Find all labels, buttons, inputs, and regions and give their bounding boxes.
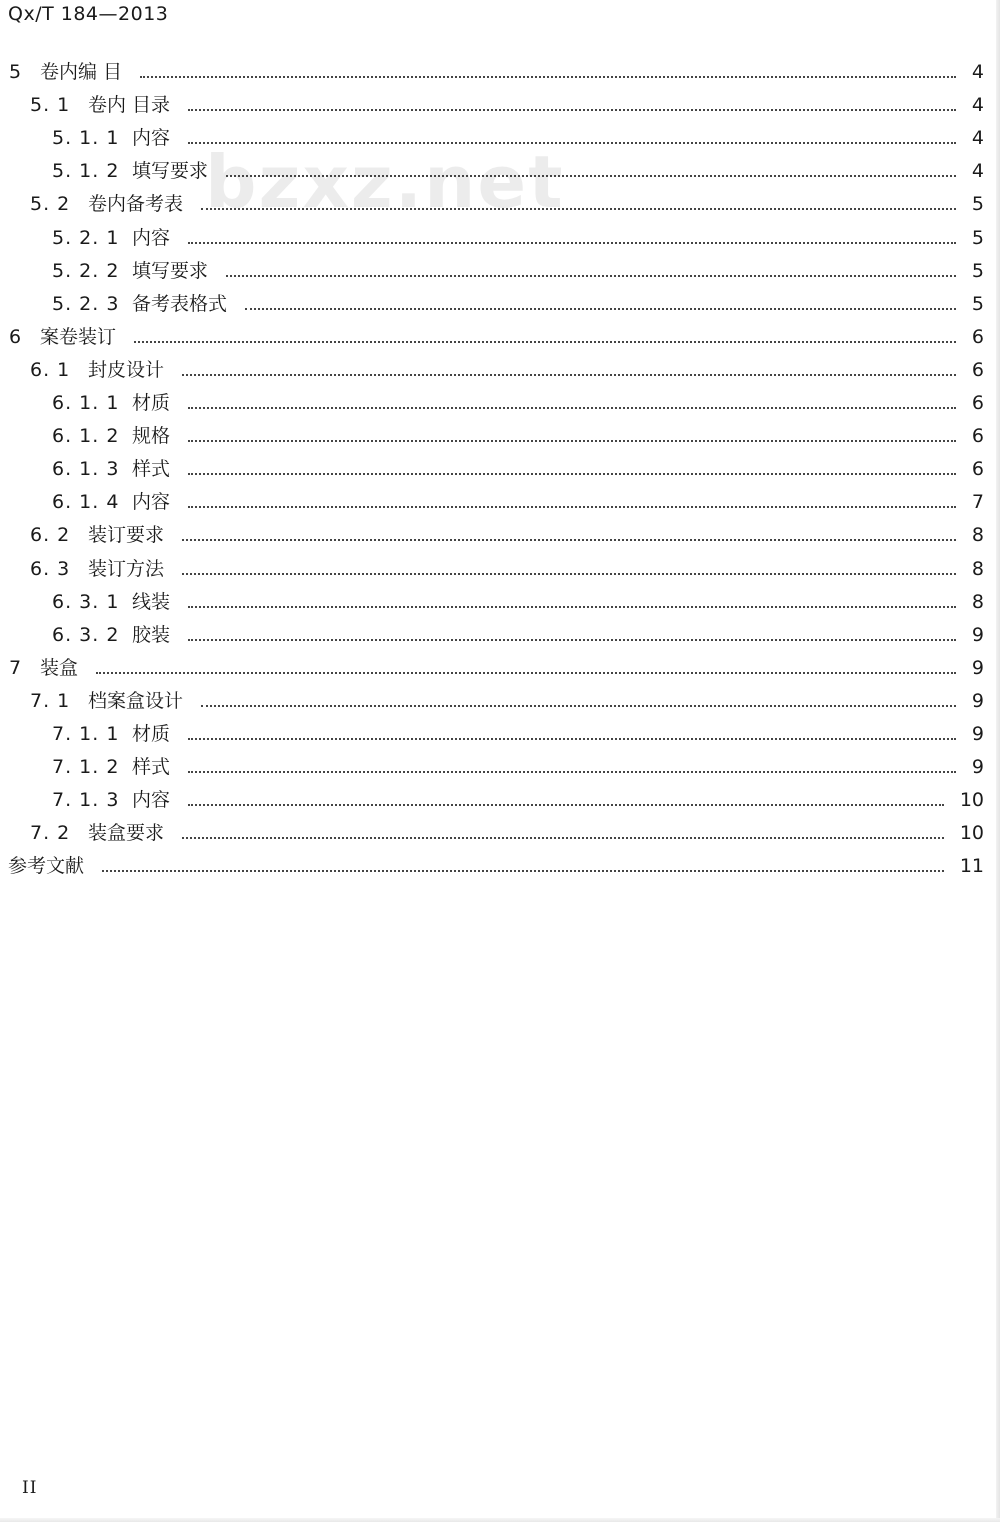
page-bottom-shadow — [0, 1518, 1000, 1522]
standard-code-header: Qx/T 184—2013 — [8, 3, 169, 25]
toc-entry-title: 档案盒设计 — [88, 689, 184, 712]
toc-entry[interactable] — [0, 420, 1000, 453]
toc-entry-title: 装订要求 — [88, 524, 165, 547]
toc-entry-page: 4 — [971, 160, 984, 183]
toc-entry-page: 5 — [971, 259, 984, 282]
page-number: II — [22, 1478, 38, 1498]
toc-entry-page: 5 — [971, 292, 984, 315]
toc-entry-title: 填写要求 — [132, 259, 209, 282]
toc-entry-page: 9 — [971, 656, 984, 679]
toc-entry-page: 9 — [971, 723, 984, 745]
toc-entry-number: 5. 2. 3 — [52, 292, 120, 315]
toc-entry-title: 样式 — [132, 458, 171, 481]
toc-entry-page: 6 — [971, 325, 984, 348]
toc-entry-number: 7 — [9, 656, 23, 679]
toc-entry-number: 6. 3. 1 — [52, 590, 120, 613]
toc-dot-leader — [188, 407, 956, 409]
toc-entry-page: 8 — [971, 524, 984, 547]
toc-entry-title: 规格 — [132, 425, 171, 448]
toc-entry-number: 6. 1. 2 — [52, 425, 120, 448]
toc-dot-leader — [140, 76, 956, 78]
toc-entry[interactable] — [0, 553, 1000, 586]
toc-entry-page: 6 — [971, 392, 984, 414]
toc-entry-page: 4 — [971, 94, 984, 117]
toc-entry-title: 装订方法 — [88, 557, 165, 580]
toc-entry-title: 卷内 目录 — [88, 94, 171, 117]
toc-dot-leader — [182, 573, 956, 575]
toc-dot-leader — [188, 440, 956, 442]
toc-entry-number: 7. 2 — [30, 822, 71, 845]
toc-entry-title: 材质 — [132, 723, 171, 745]
toc-entry-number: 5. 2 — [30, 193, 71, 216]
toc-entry-number: 6. 3. 2 — [52, 623, 120, 646]
toc-entry-title: 卷内编 目 — [40, 61, 123, 83]
toc-entry[interactable] — [0, 56, 1000, 89]
toc-entry-page: 9 — [971, 623, 984, 646]
toc-entry[interactable] — [0, 685, 1000, 718]
toc-entry-title: 胶装 — [132, 623, 171, 646]
toc-entry-number: 5 — [9, 61, 23, 83]
toc-entry-number: 5. 2. 2 — [52, 259, 120, 282]
toc-dot-leader — [201, 208, 956, 210]
toc-dot-leader — [188, 738, 956, 740]
toc-entry-page: 5 — [971, 193, 984, 216]
toc-dot-leader — [188, 142, 956, 144]
toc-entry-page: 10 — [959, 789, 984, 812]
toc-dot-leader — [188, 606, 956, 608]
toc-entry[interactable] — [0, 188, 1000, 221]
toc-entry-number: 6. 3 — [30, 557, 71, 580]
toc-dot-leader — [134, 341, 956, 343]
toc-entry-number: 6 — [9, 325, 23, 348]
toc-entry-number: 5. 2. 1 — [52, 226, 120, 249]
toc-entry-number: 5. 1 — [30, 94, 71, 117]
toc-entry-page: 9 — [971, 689, 984, 712]
toc-entry-page: 5 — [971, 226, 984, 249]
toc-dot-leader — [201, 705, 956, 707]
toc-entry[interactable] — [0, 619, 1000, 652]
toc-entry-title: 内容 — [132, 491, 171, 514]
toc-dot-leader — [188, 473, 956, 475]
toc-entry-page: 10 — [959, 822, 984, 845]
toc-dot-leader — [188, 506, 956, 508]
toc-dot-leader — [96, 672, 956, 674]
toc-entry[interactable] — [0, 850, 1000, 883]
toc-entry-title: 备考表格式 — [132, 292, 228, 315]
toc-entry-title: 内容 — [132, 127, 171, 150]
toc-entry-page: 6 — [971, 358, 984, 381]
toc-entry-page: 8 — [971, 590, 984, 613]
toc-entry-number: 6. 2 — [30, 524, 71, 547]
toc-entry-title: 装盒要求 — [88, 822, 165, 845]
toc-dot-leader — [182, 837, 944, 839]
toc-entry-title: 内容 — [132, 226, 171, 249]
toc-entry-page: 6 — [971, 425, 984, 448]
toc-entry-title: 封皮设计 — [88, 358, 165, 381]
toc-entry-number: 6. 1. 4 — [52, 491, 120, 514]
toc-entry[interactable] — [0, 519, 1000, 552]
toc-entry-number: 6. 1. 3 — [52, 458, 120, 481]
toc-dot-leader — [188, 109, 956, 111]
toc-entry[interactable] — [0, 354, 1000, 387]
toc-entry-number: 5. 1. 1 — [52, 127, 120, 150]
toc-entry-title: 参考文献 — [8, 855, 85, 878]
page-edge-shadow — [996, 0, 1000, 1522]
toc-entry-title: 卷内备考表 — [88, 193, 184, 216]
toc-entry[interactable] — [0, 222, 1000, 255]
toc-entry[interactable] — [0, 718, 1000, 751]
toc-dot-leader — [188, 771, 956, 773]
toc-entry-page: 4 — [971, 127, 984, 150]
toc-entry-page: 11 — [959, 855, 984, 878]
toc-entry-title: 线装 — [132, 590, 171, 613]
toc-entry-page: 6 — [971, 458, 984, 481]
toc-dot-leader — [188, 242, 956, 244]
toc-entry-page: 9 — [971, 756, 984, 779]
toc-dot-leader — [182, 539, 956, 541]
toc-entry-title: 填写要求 — [132, 160, 209, 183]
toc-entry[interactable] — [0, 321, 1000, 354]
toc-entry-number: 7. 1. 3 — [52, 789, 120, 812]
toc-entry[interactable] — [0, 784, 1000, 817]
toc-entry[interactable] — [0, 155, 1000, 188]
toc-entry[interactable] — [0, 288, 1000, 321]
toc-dot-leader — [188, 639, 956, 641]
toc-entry-number: 6. 1. 1 — [52, 392, 120, 414]
toc-entry[interactable] — [0, 817, 1000, 850]
toc-entry-number: 6. 1 — [30, 358, 71, 381]
toc-dot-leader — [226, 175, 956, 177]
toc-dot-leader — [245, 308, 956, 310]
toc-dot-leader — [226, 275, 956, 277]
toc-entry-title: 内容 — [132, 789, 171, 812]
toc-entry-number: 7. 1 — [30, 689, 71, 712]
toc-entry[interactable] — [0, 652, 1000, 685]
watermark: bzxz.net — [205, 140, 565, 224]
toc-entry-number: 7. 1. 1 — [52, 723, 120, 745]
toc-entry-title: 案卷装订 — [40, 325, 117, 348]
toc-entry[interactable] — [0, 751, 1000, 784]
toc-entry-page: 8 — [971, 557, 984, 580]
toc-dot-leader — [188, 804, 944, 806]
toc-entry-title: 样式 — [132, 756, 171, 779]
toc-entry[interactable] — [0, 586, 1000, 619]
toc-dot-leader — [182, 374, 956, 376]
toc-entry[interactable] — [0, 255, 1000, 288]
toc-entry[interactable] — [0, 486, 1000, 519]
toc-entry[interactable] — [0, 89, 1000, 122]
toc-entry[interactable] — [0, 122, 1000, 155]
toc-entry[interactable] — [0, 387, 1000, 420]
toc-entry-number: 5. 1. 2 — [52, 160, 120, 183]
toc-dot-leader — [102, 870, 944, 872]
toc-entry-page: 4 — [971, 61, 984, 83]
toc-entry-number: 7. 1. 2 — [52, 756, 120, 779]
toc-entry-title: 装盒 — [40, 656, 79, 679]
toc-entry-page: 7 — [971, 491, 984, 514]
toc-entry[interactable] — [0, 453, 1000, 486]
toc-entry-title: 材质 — [132, 392, 171, 414]
